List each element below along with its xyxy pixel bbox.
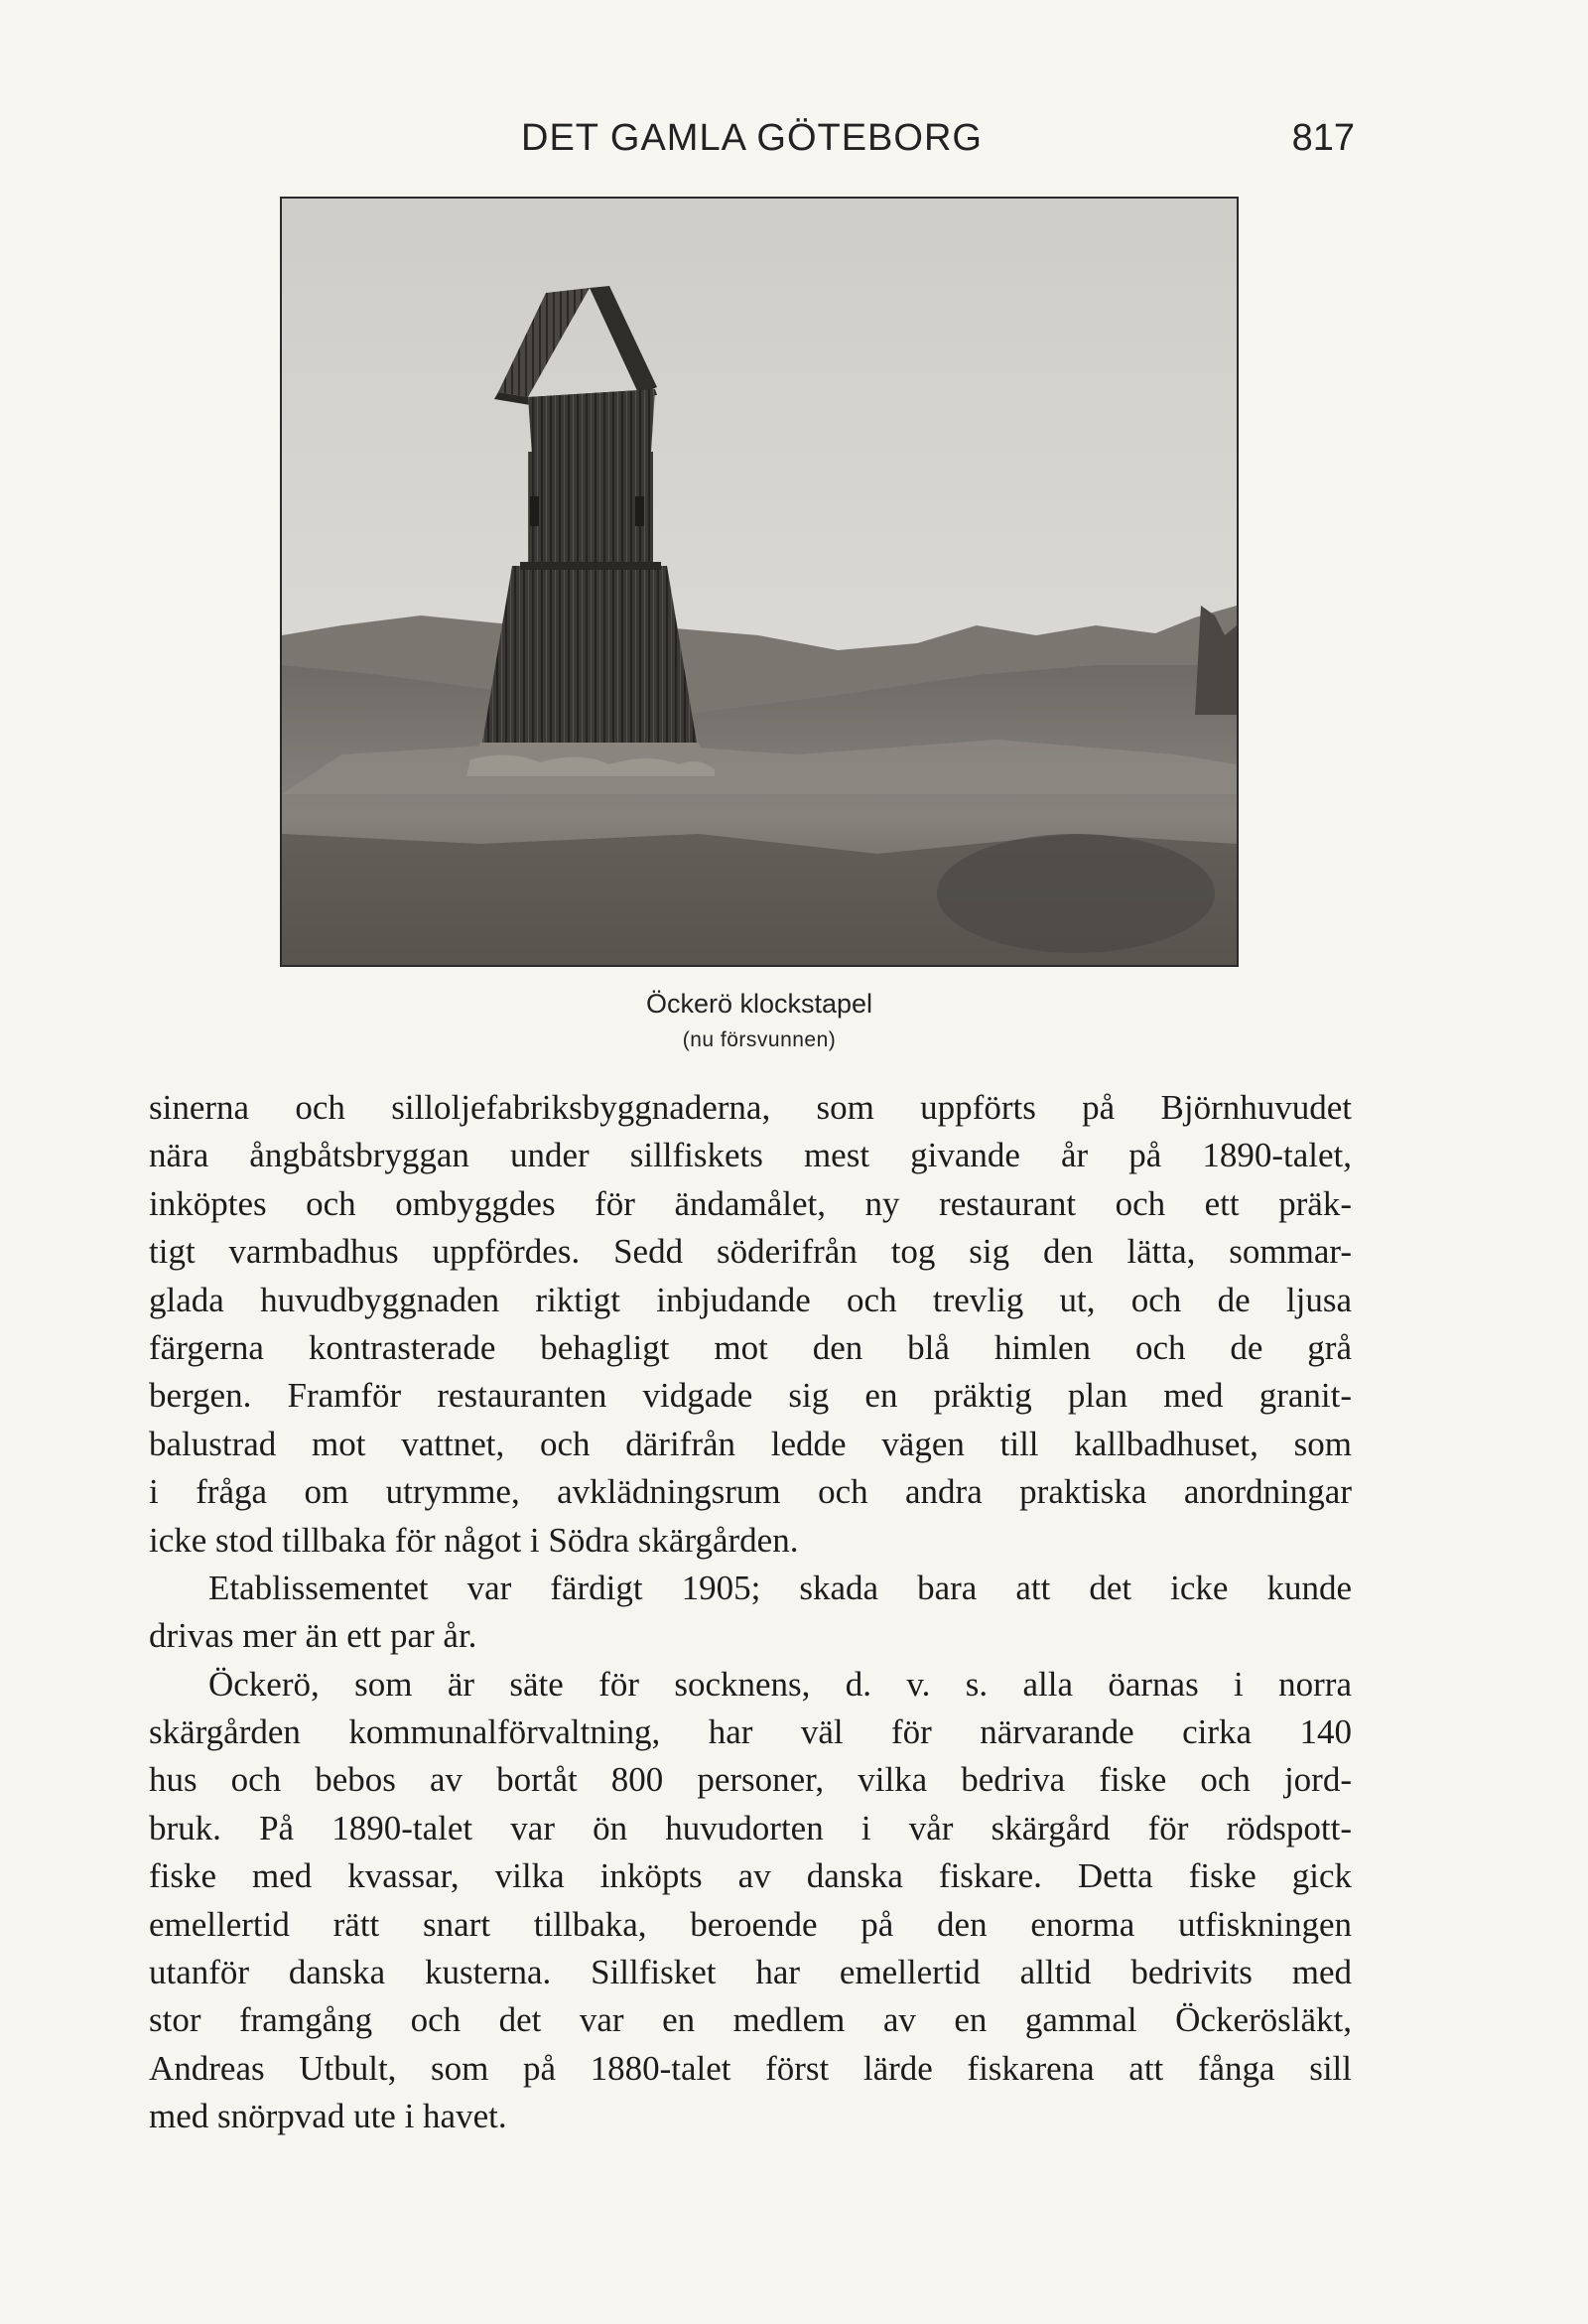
text-line: glada huvudbyggnaden riktigt inbjudande och trevlig ut, och de ljusa <box>149 1280 1352 1319</box>
text-line: bruk. På 1890-talet var ön huvudorten i vår skärgård för rödspott- <box>149 1808 1352 1847</box>
text-line: utanför danska kusterna. Sillfisket har emellertid alltid bedrivits med <box>149 1953 1352 1992</box>
running-title: DET GAMLA GÖTEBORG <box>521 117 983 159</box>
text-line: skärgården kommunalförvaltning, har väl för närvarande cirka 140 <box>149 1712 1352 1752</box>
text-line: balustrad mot vattnet, och därifrån ledde vägen till kallbadhuset, som <box>149 1424 1352 1463</box>
text-line: emellertid rätt snart tillbaka, beroende på den enorma utfiskningen <box>149 1904 1352 1944</box>
text-line: i fråga om utrymme, avklädningsrum och andra praktiska anordningar <box>149 1472 1352 1512</box>
text-line: drivas mer än ett par år. <box>149 1616 477 1656</box>
page-number: 817 <box>1291 117 1355 159</box>
figure-subcaption: (nu försvunnen) <box>682 1028 837 1051</box>
text-line: inköptes och ombyggdes för ändamålet, ny restaurant och ett präk- <box>149 1183 1352 1223</box>
running-head <box>149 117 1355 167</box>
text-line: bergen. Framför restauranten vidgade sig en präktig plan med granit- <box>149 1376 1352 1416</box>
figure-caption: Öckerö klockstapel <box>645 989 873 1019</box>
text-line: fiske med kvassar, vilka inköpts av danska fiskare. Detta fiske gick <box>149 1856 1352 1896</box>
body-text <box>149 1084 1352 2141</box>
text-line: Öckerö, som är säte för socknens, d. v. s. alla öarnas i norra <box>208 1664 1352 1704</box>
text-line: nära ångbåtsbryggan under sillfiskets mest givande år på 1890-talet, <box>149 1136 1352 1175</box>
bell-tower-photograph <box>280 197 1239 967</box>
text-line: stor framgång och det var en medlem av en gammal Öckerösläkt, <box>149 2000 1352 2040</box>
text-line: icke stod tillbaka för något i Södra skärgården. <box>149 1520 799 1560</box>
text-line: Etablissementet var färdigt 1905; skada bara att det icke kunde <box>208 1568 1352 1607</box>
text-line: Andreas Utbult, som på 1880-talet först lärde fiskarena att fånga sill <box>149 2048 1352 2088</box>
text-line: tigt varmbadhus uppfördes. Sedd söderifrån tog sig den lätta, sommar- <box>149 1232 1352 1272</box>
text-line: färgerna kontrasterade behagligt mot den blå himlen och de grå <box>149 1327 1352 1367</box>
text-line: hus och bebos av bortåt 800 personer, vilka bedriva fiske och jord- <box>149 1760 1352 1800</box>
text-line: med snörpvad ute i havet. <box>149 2097 507 2136</box>
text-line: sinerna och silloljefabriksbyggnaderna, som uppförts på Björnhuvudet <box>149 1088 1352 1127</box>
